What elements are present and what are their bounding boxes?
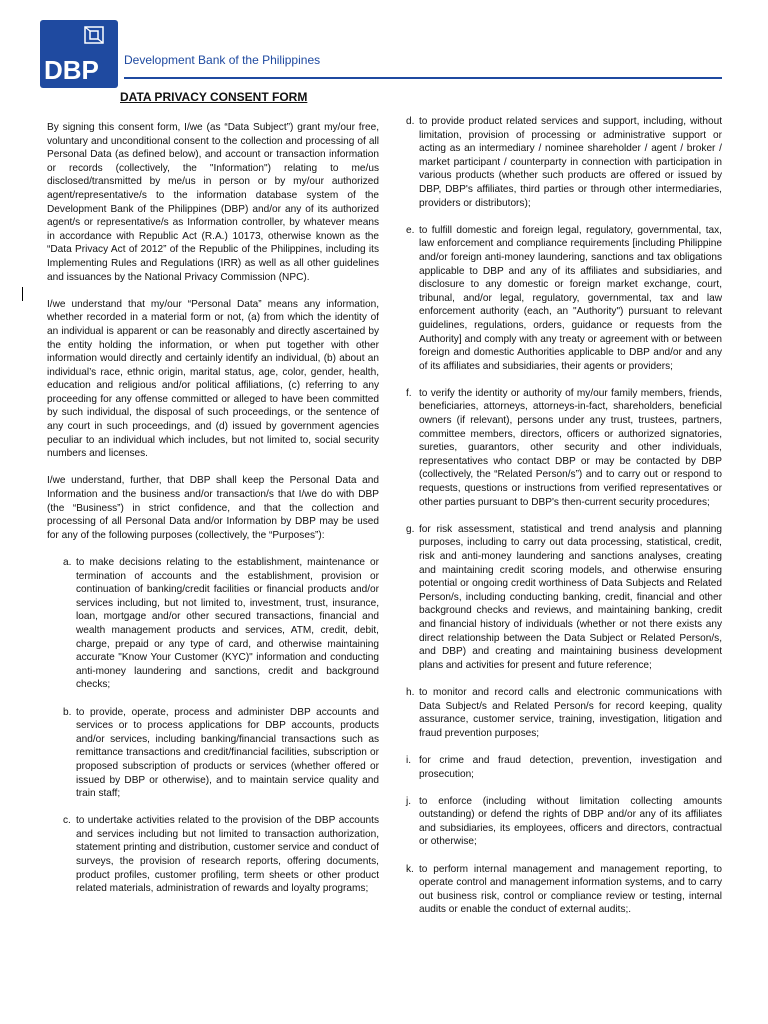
letterhead <box>40 20 724 85</box>
purpose-text: to provide product related services and support, including, without limitation, provision of processing or administrative support or acting as an intermediary / nominee shareholder / agent / broker / market participant / counterparty in connection with participation in various products (whether such products are offered or issued by DBP, DBP's affiliates, third parties or through other intermediaries, providers or distributors); <box>419 116 722 209</box>
purpose-label: f. <box>406 387 412 399</box>
purpose-label: c. <box>63 815 71 827</box>
bank-emblem-icon <box>84 26 104 44</box>
purpose-label: e. <box>406 224 415 236</box>
purpose-label: h. <box>406 686 415 698</box>
purpose-item-d <box>406 115 722 210</box>
purpose-text: to make decisions relating to the establishment, maintenance or termination of accounts and the establishment, provision or continuation of banking/credit facilities or financial products and/or services including, but not limited to, investment, trust, insurance, loan, mortgage and/or other secured transactions, financial and wealth management products and services, ATM, credit, debit, charge, prepaid or any type of card, and otherwise maintaining accurate "Know Your Customer (KYC)" information and conducting anti-money laundering and sanctions, credit and background checks; <box>76 557 379 691</box>
purpose-item-b <box>47 706 379 801</box>
purpose-label: i. <box>406 754 412 766</box>
consent-paragraph: By signing this consent form, I/we (as “Data Subject”) grant my/our free, voluntary and unconditional consent to the collection and processing of all Personal Data (as defined below), and account or transaction information or records (collectively, the "Information") relating to me/us disclosed/transmitted by me/us in person or by my/our authorized agent/representative/s to the information database system of the Development Bank of the Philippines (DBP) and/or any of its authorized agent/s or representative/s as Information controller, by whatever means in accordance with Republic Act (R.A.) 10173, otherwise known as the “Data Privacy Act of 2012” of the Republic of the Philippines, including its Implementing Rules and Regulations (IRR) as well as all other guidelines and issuances by the National Privacy Commission (NPC). <box>47 122 379 283</box>
purpose-label: b. <box>63 706 72 718</box>
purpose-item-j <box>406 795 722 849</box>
purpose-item-i <box>406 754 722 781</box>
purpose-item-g <box>406 523 722 673</box>
dbp-logo <box>40 20 118 88</box>
right-column <box>406 115 722 931</box>
bank-name: Development Bank of the Philippines <box>124 53 321 67</box>
purpose-item-h <box>406 686 722 740</box>
purpose-item-e <box>406 224 722 374</box>
personal-data-paragraph: I/we understand that my/our “Personal Data” means any information, whether recorded in a material form or not, (a) from which the identity of an individual is apparent or can be reasonably and directly ascertained by the entity holding the information, or when put together with other information would directly and certainly identify an individual, (b) about an individual’s race, ethnic origin, marital status, age, color, gender, health, education and religious and/or political affiliations, (c) referring to any proceeding for any offense committed or alleged to have been committed by such individual, the disposal of such proceedings, or the sentence of any court in such proceedings, and (d) issued by government agencies peculiar to an individual which includes, but not limited to, social security numbers and licenses. <box>47 298 379 460</box>
text-cursor <box>22 287 23 301</box>
purpose-text: to monitor and record calls and electronic communications with Data Subject/s and Related Person/s for record keeping, quality assurance, customer service, training, investigation, litigation and fraud prevention purposes; <box>419 686 722 739</box>
purpose-text: to perform internal management and management reporting, to operate control and management information systems, and to carry out business risk, control or compliance review or testing, internal audits or enable the conduct of external audits;. <box>419 863 722 916</box>
purpose-text: for risk assessment, statistical and trend analysis and planning purposes, including to carry out data processing, statistical, credit, risk and anti-money laundering and sanctions analyses, creating and maintaining credit scoring models, and otherwise ensuring potential or ongoing credit worthiness of Data Subjects and Related Person/s, including conducting banking, credit, financial and other background checks and reviews, and maintaining banking, credit and financial history of individuals (whether or not there exists any direct relationship between the Data Subject or Related Person/s, and DBP) and creating and maintaining business development plans and activities for present and future reference; <box>419 523 722 671</box>
purpose-text: to provide, operate, process and administer DBP accounts and services or to process applications for DBP accounts, products and/or services, including banking/financial transactions such as remittance transactions and credit/financial facilities, subscription or proposed subscription of products or services (whether offered or issued by DBP or otherwise), and to maintain service quality and train staff; <box>76 706 379 800</box>
purpose-item-c <box>47 814 379 896</box>
header-divider <box>124 77 722 79</box>
left-column <box>47 121 379 909</box>
purpose-label: g. <box>406 523 415 535</box>
purpose-label: a. <box>63 557 72 568</box>
purpose-text: to undertake activities related to the provision of the DBP accounts and services including but not limited to transaction authorization, statement printing and distribution, customer service and conduct of surveys, the provision of research reports, offering documents, product profiles, customer profiling, term sheets or other product related materials, administration of rewards and loyalty programs; <box>76 815 379 895</box>
purpose-text: to fulfill domestic and foreign legal, regulatory, governmental, tax, law enforcement and compliance requirements [including Philippine and/or foreign anti-money laundering, sanctions and tax obligations applicable to DBP and any of its affiliates and subsidiaries, and disclosure to any domestic or foreign market exchange, court, tribunal, and/or legal, regulatory, governmental, tax and law enforcement authority (each, an "Authority") pursuant to relevant guidelines, regulations, orders, guidance or requests from the Authority] and comply with any treaty or agreement with or between foreign and domestic Authorities applicable to DBP and/or and any of its affiliates and subsidiaries, their agents or providers; <box>419 224 722 372</box>
purpose-label: j. <box>406 795 412 807</box>
purpose-text: to enforce (including without limitation collecting amounts outstanding) or defend the rights of DBP and/or any of its affiliates and subsidiaries, its employees, officers and directors, contractual or otherwise; <box>419 795 722 848</box>
purposes-paragraph: I/we understand, further, that DBP shall keep the Personal Data and Information and the business and/or transaction/s that I/we do with DBP (the “Business”) in strict confidence, and that the collection and processing of all Personal Data and/or Information by DBP may be used for any of the following purposes (collectively, the “Purposes”): <box>47 475 379 541</box>
purpose-item-k <box>406 863 722 917</box>
logo-text: DBP <box>44 55 99 85</box>
purpose-label: k. <box>406 863 414 875</box>
purpose-item-a <box>47 556 379 692</box>
purpose-label: d. <box>406 116 415 127</box>
purpose-text: for crime and fraud detection, prevention, investigation and prosecution; <box>419 754 722 780</box>
form-title: DATA PRIVACY CONSENT FORM <box>120 90 308 104</box>
purpose-item-f <box>406 387 722 509</box>
purpose-text: to verify the identity or authority of my/our family members, friends, beneficiaries, attorneys, attorneys-in-fact, shareholders, beneficial owners (if relevant), persons under any trust, trustees, partners, committee members, directors, officers or authorized signatories, sureties, guarantors, other security and other individuals, representatives who contact DBP or may be contacted by DBP (collectively, the “Related Person/s”) and to carry out or respond to requests, questions or instructions from verified representatives or other parties pursuant to DBP's then-current security procedures; <box>419 387 722 508</box>
